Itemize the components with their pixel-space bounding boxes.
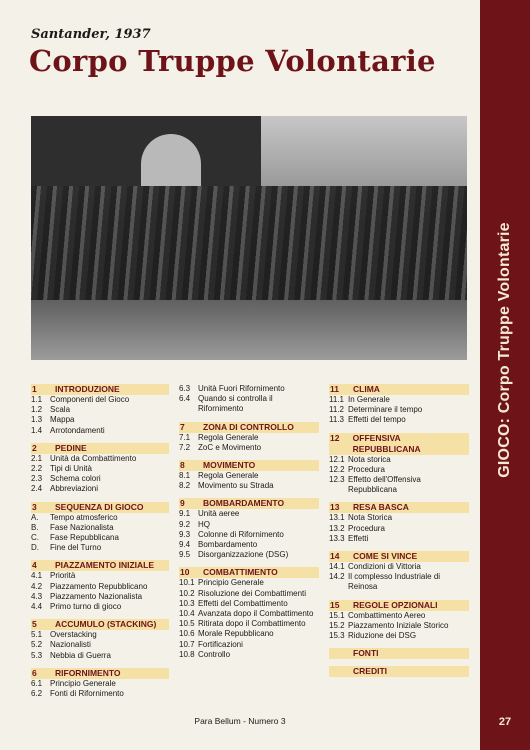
toc-item-number: 7.1 — [179, 432, 191, 442]
page-title: Corpo Truppe Volontarie — [29, 44, 436, 78]
toc-section-header — [329, 600, 469, 611]
toc-item — [179, 481, 319, 491]
sidebar — [480, 0, 530, 750]
toc-section-header — [31, 384, 169, 395]
toc-item — [329, 395, 469, 405]
toc-item-number: 6.3 — [179, 384, 191, 393]
toc-item-title: Abbreviazioni — [50, 484, 99, 494]
toc-section — [179, 422, 319, 453]
toc-section-title: ACCUMULO (STACKING) — [55, 619, 157, 630]
toc-item-title: Fase Nazionalista — [50, 522, 114, 532]
toc-item-title: Nebbia di Guerra — [50, 650, 111, 660]
toc-section-number: 15 — [330, 599, 340, 610]
toc-item-number: 8.2 — [179, 481, 191, 491]
toc-item-number: 10.5 — [179, 619, 195, 629]
footer: Para Bellum - Numero 3 — [194, 716, 286, 726]
toc-section-title: RIFORNIMENTO — [55, 667, 121, 678]
photo-arch — [31, 116, 261, 186]
toc-item — [31, 454, 169, 464]
toc-item-number: 10.3 — [179, 598, 195, 608]
toc-item — [31, 640, 169, 650]
toc-item-title: In Generale — [348, 395, 390, 404]
toc-item-title: Controllo — [198, 649, 231, 659]
toc-item-number: 1.1 — [31, 395, 43, 404]
toc-item-title: Effetti del tempo — [348, 415, 406, 425]
toc-item — [329, 455, 469, 465]
toc-item-title: Effetti — [348, 533, 369, 543]
toc-section — [31, 502, 169, 554]
toc-section — [31, 384, 169, 436]
toc-item-number: 10.1 — [179, 578, 195, 588]
toc-item-title: Componenti del Gioco — [50, 395, 130, 404]
toc-item — [31, 415, 169, 425]
toc-item — [179, 629, 319, 639]
toc-section — [329, 433, 469, 496]
toc-item — [329, 524, 469, 534]
toc-item — [179, 619, 319, 629]
toc-item-number: 5.1 — [31, 630, 43, 640]
toc-section-header — [31, 443, 169, 454]
toc-item-number: 12.2 — [329, 464, 345, 474]
toc-item-title: Movimento su Strada — [198, 481, 274, 491]
toc-item — [179, 609, 319, 619]
toc-item-number: 14.2 — [329, 572, 345, 582]
toc-item — [179, 443, 319, 453]
toc-item — [31, 651, 169, 661]
toc-section-header — [329, 648, 469, 659]
toc-item — [31, 395, 169, 405]
toc-section-number: 14 — [330, 551, 340, 562]
toc-item-title: Unità da Combattimento — [50, 453, 137, 463]
toc-section-title: SEQUENZA DI GIOCO — [55, 501, 144, 512]
toc-section — [179, 567, 319, 660]
toc-item-title: Regola Generale — [198, 432, 259, 442]
toc-item-title: Risoluzione dei Combattimenti — [198, 588, 307, 598]
toc-item — [31, 426, 169, 436]
toc-section-number: 8 — [180, 460, 185, 471]
toc-section — [31, 560, 169, 612]
toc-section-title: ZONA DI CONTROLLO — [203, 421, 294, 432]
toc-item-number: 9.4 — [179, 540, 191, 550]
toc-item-number: D. — [31, 543, 39, 553]
toc-item-title: Ritirata dopo il Combattimento — [198, 619, 306, 629]
toc-item-number: 10.2 — [179, 588, 195, 598]
toc-item-title: Morale Repubblicano — [198, 629, 274, 639]
toc-item-title: Regola Generale — [198, 471, 259, 481]
toc-item-number: 5.3 — [31, 650, 43, 660]
toc-item-number: 12.3 — [329, 475, 345, 485]
toc-section — [329, 551, 469, 593]
toc-section — [179, 498, 319, 560]
toc-item-number: C. — [31, 533, 39, 543]
toc-item-title: Tempo atmosferico — [50, 512, 118, 522]
toc-item-number: 13.1 — [329, 513, 345, 523]
toc-section-header — [179, 498, 319, 509]
toc-item-title: Condizioni di Vittoria — [348, 562, 421, 572]
page-number: 27 — [498, 716, 512, 728]
toc-item-title: Fortificazioni — [198, 639, 243, 649]
toc-section-number: 6 — [32, 667, 37, 678]
toc-section-title: CLIMA — [353, 384, 380, 394]
toc-item-number: 5.2 — [31, 640, 43, 650]
toc-item — [31, 582, 169, 592]
toc-item-title: Riduzione dei DSG — [348, 631, 417, 641]
toc-item-number: 9.5 — [179, 550, 191, 560]
toc-item — [329, 475, 469, 495]
toc-item-number: 10.7 — [179, 639, 195, 649]
toc-item-title: Bombardamento — [198, 540, 258, 550]
toc-item-title: Avanzata dopo il Combattimento — [198, 609, 314, 619]
toc-item — [329, 534, 469, 544]
marching-troops-photo — [31, 116, 467, 360]
toc-item-number: 2.2 — [31, 464, 43, 474]
toc-item-title: Fase Repubblicana — [50, 533, 119, 543]
toc-item — [31, 602, 169, 612]
toc-item — [179, 640, 319, 650]
toc-item-number: 4.3 — [31, 591, 43, 601]
toc-item-number: 6.1 — [31, 678, 43, 688]
toc-section-title: PIAZZAMENTO INIZIALE — [55, 560, 155, 571]
toc-section — [329, 384, 469, 426]
toc-item — [31, 630, 169, 640]
toc-item — [179, 540, 319, 550]
toc-section-number: 3 — [32, 501, 37, 512]
toc-item-number: 13.2 — [329, 523, 345, 533]
toc-item-title: HQ — [198, 519, 210, 529]
toc-section-number: 13 — [330, 502, 340, 513]
toc-item — [31, 679, 169, 689]
toc-section-title: BOMBARDAMENTO — [203, 498, 285, 509]
toc-section — [179, 460, 319, 491]
toc-column-1 — [31, 384, 169, 706]
toc-item — [31, 543, 169, 553]
toc-item-title: Piazzamento Iniziale Storico — [348, 620, 449, 630]
toc-item-title: Mappa — [50, 415, 75, 425]
toc-item — [329, 611, 469, 621]
toc-item-number: 4.1 — [31, 571, 43, 581]
toc-section-title: INTRODUZIONE — [55, 384, 120, 394]
toc-item-number: 9.3 — [179, 529, 191, 539]
toc-section-title: OFFENSIVA REPUBBLICANA — [352, 432, 421, 454]
toc-item-title: Unità aeree — [198, 509, 240, 519]
toc-item-title: Determinare il tempo — [348, 405, 423, 415]
toc-item-number: B. — [31, 522, 39, 532]
toc-section-title: FONTI — [353, 648, 379, 659]
toc-item-number: 2.4 — [31, 484, 43, 494]
toc-section — [31, 443, 169, 495]
toc-item — [179, 530, 319, 540]
toc-section-number: 9 — [180, 498, 185, 509]
toc-item — [329, 572, 469, 592]
toc-item — [31, 405, 169, 415]
toc-item-title: Combattimento Aereo — [348, 610, 426, 620]
toc-item — [31, 571, 169, 581]
toc-item — [31, 474, 169, 484]
toc-item-number: 6.4 — [179, 394, 191, 404]
toc-item-number: 2.1 — [31, 453, 43, 463]
toc-section-number: 2 — [32, 442, 37, 453]
toc-section-header — [329, 551, 469, 562]
toc-item-title: Effetto dell'Offensiva Repubblicana — [348, 475, 421, 495]
toc-item — [179, 471, 319, 481]
toc-item-title: Nota storica — [348, 454, 391, 464]
toc-section — [329, 600, 469, 642]
toc-item — [329, 631, 469, 641]
toc-item-number: 1.4 — [31, 425, 43, 435]
toc-section — [329, 502, 469, 544]
toc-item-number: 14.1 — [329, 562, 345, 572]
toc-item-number: 15.3 — [329, 631, 345, 641]
toc-section-header — [329, 433, 469, 455]
toc-item-number: 7.2 — [179, 442, 191, 452]
toc-item — [179, 520, 319, 530]
toc-item-title: Schema colori — [50, 474, 101, 484]
toc-item-number: 10.6 — [179, 629, 195, 639]
toc-item-title: ZoC e Movimento — [198, 442, 262, 452]
toc-item-title: Arrotondamenti — [50, 425, 105, 435]
toc-item-number: 1.3 — [31, 415, 43, 425]
toc-item — [31, 592, 169, 602]
toc-item-title: Nazionalisti — [50, 640, 91, 650]
toc-section-number — [329, 666, 353, 677]
toc-item-number: 15.2 — [329, 620, 345, 630]
toc-section-continued — [179, 384, 319, 415]
toc-item — [179, 509, 319, 519]
toc-item — [31, 513, 169, 523]
toc-section-header — [31, 668, 169, 679]
toc-item-number: 11.2 — [329, 405, 344, 415]
toc-item-number: 15.1 — [329, 610, 345, 620]
toc-item-title: Unità Fuori Rifornimento — [198, 384, 285, 393]
toc-item-title: Nota Storica — [348, 513, 393, 523]
toc-item-title: Piazzamento Nazionalista — [50, 591, 143, 601]
toc-item-number: 11.1 — [329, 395, 344, 404]
toc-item-number: 4.4 — [31, 602, 43, 612]
toc-item — [179, 578, 319, 588]
toc-section-title: MOVIMENTO — [203, 460, 256, 471]
toc-column-2 — [179, 384, 319, 667]
toc-item — [179, 550, 319, 560]
toc-item — [179, 433, 319, 443]
toc-item-title: Principio Generale — [50, 678, 116, 688]
toc-item-number: 12.1 — [329, 454, 345, 464]
toc-item-number: 6.2 — [31, 689, 43, 699]
toc-section — [31, 619, 169, 661]
toc-section — [329, 666, 469, 677]
toc-item-number: 1.2 — [31, 405, 43, 415]
toc-item — [179, 589, 319, 599]
toc-item-number: A. — [31, 512, 39, 522]
toc-item — [31, 523, 169, 533]
sidebar-label: GIOCO: Corpo Truppe Volontarie — [496, 222, 513, 478]
toc-item-title: Il complesso Industriale di Reinosa — [348, 572, 441, 592]
toc-item — [179, 394, 319, 414]
toc-item — [179, 650, 319, 660]
toc-item — [329, 562, 469, 572]
toc-item — [31, 533, 169, 543]
toc-section-header — [179, 567, 319, 578]
toc-section-header — [31, 560, 169, 571]
toc-section-number: 7 — [180, 421, 185, 432]
toc-item — [31, 689, 169, 699]
toc-section-title: COME SI VINCE — [353, 551, 418, 562]
toc-item-number: 11.3 — [329, 415, 344, 425]
toc-item-number: 10.4 — [179, 609, 195, 619]
toc-section-number: 5 — [32, 619, 37, 630]
toc-item-title: Procedura — [348, 523, 385, 533]
toc-item-title: Priorità — [50, 571, 76, 581]
photo-troops — [31, 186, 467, 316]
toc-item-title: Colonne di Rifornimento — [198, 529, 284, 539]
toc-item — [329, 405, 469, 415]
toc-section-header — [329, 384, 469, 395]
toc-section-title: PEDINE — [55, 442, 87, 453]
toc-section-number: 4 — [32, 560, 37, 571]
toc-section-title: COMBATTIMENTO — [203, 567, 278, 578]
toc-item-number: 10.8 — [179, 649, 195, 659]
toc-section-title: RESA BASCA — [353, 502, 409, 513]
toc-item-title: Piazzamento Repubblicano — [50, 581, 148, 591]
toc-item — [329, 513, 469, 523]
toc-item-number: 9.1 — [179, 509, 191, 519]
toc-section-title: CREDITI — [353, 666, 387, 677]
toc-item-number: 2.3 — [31, 474, 43, 484]
toc-item — [179, 599, 319, 609]
photo-road — [31, 300, 467, 360]
supertitle: Santander, 1937 — [31, 27, 151, 42]
toc-section-header — [31, 619, 169, 630]
toc-section — [31, 668, 169, 699]
toc-section-number: 10 — [180, 567, 190, 578]
toc-item — [31, 484, 169, 494]
toc-item-title: Effetti del Combattimento — [198, 598, 288, 608]
toc-item-title: Scala — [50, 405, 71, 415]
toc-item-title: Fine del Turno — [50, 543, 102, 553]
toc-section-header — [329, 666, 469, 677]
toc-item-title: Procedura — [348, 464, 385, 474]
toc-item-title: Fonti di Rifornimento — [50, 689, 124, 699]
toc-item-number: 13.3 — [329, 533, 345, 543]
toc-item-number: 9.2 — [179, 519, 191, 529]
toc-item-title: Quando si controlla il Rifornimento — [198, 394, 273, 414]
toc-section-title: REGOLE OPZIONALI — [353, 599, 438, 610]
toc-section-header — [31, 502, 169, 513]
toc-section-header — [329, 502, 469, 513]
toc-item-title: Tipi di Unità — [50, 464, 92, 474]
toc-section-number: 1 — [32, 384, 37, 394]
toc-item-title: Principio Generale — [198, 578, 264, 588]
toc-item-number: 8.1 — [179, 471, 191, 481]
toc-item — [179, 384, 319, 394]
toc-section-number — [329, 648, 353, 659]
toc-item — [329, 465, 469, 475]
toc-section — [329, 648, 469, 659]
toc-item-title: Primo turno di gioco — [50, 602, 122, 612]
toc-section-header — [179, 460, 319, 471]
toc-item — [329, 621, 469, 631]
toc-item-title: Disorganizzazione (DSG) — [198, 550, 289, 560]
toc-item-title: Overstacking — [50, 630, 97, 640]
toc-section-number: 12 — [330, 432, 340, 443]
toc-section-header — [179, 422, 319, 433]
toc-item — [329, 415, 469, 425]
toc-section-number: 11 — [330, 384, 339, 394]
toc-column-3 — [329, 384, 469, 684]
toc-item — [31, 464, 169, 474]
toc-item-number: 4.2 — [31, 581, 43, 591]
